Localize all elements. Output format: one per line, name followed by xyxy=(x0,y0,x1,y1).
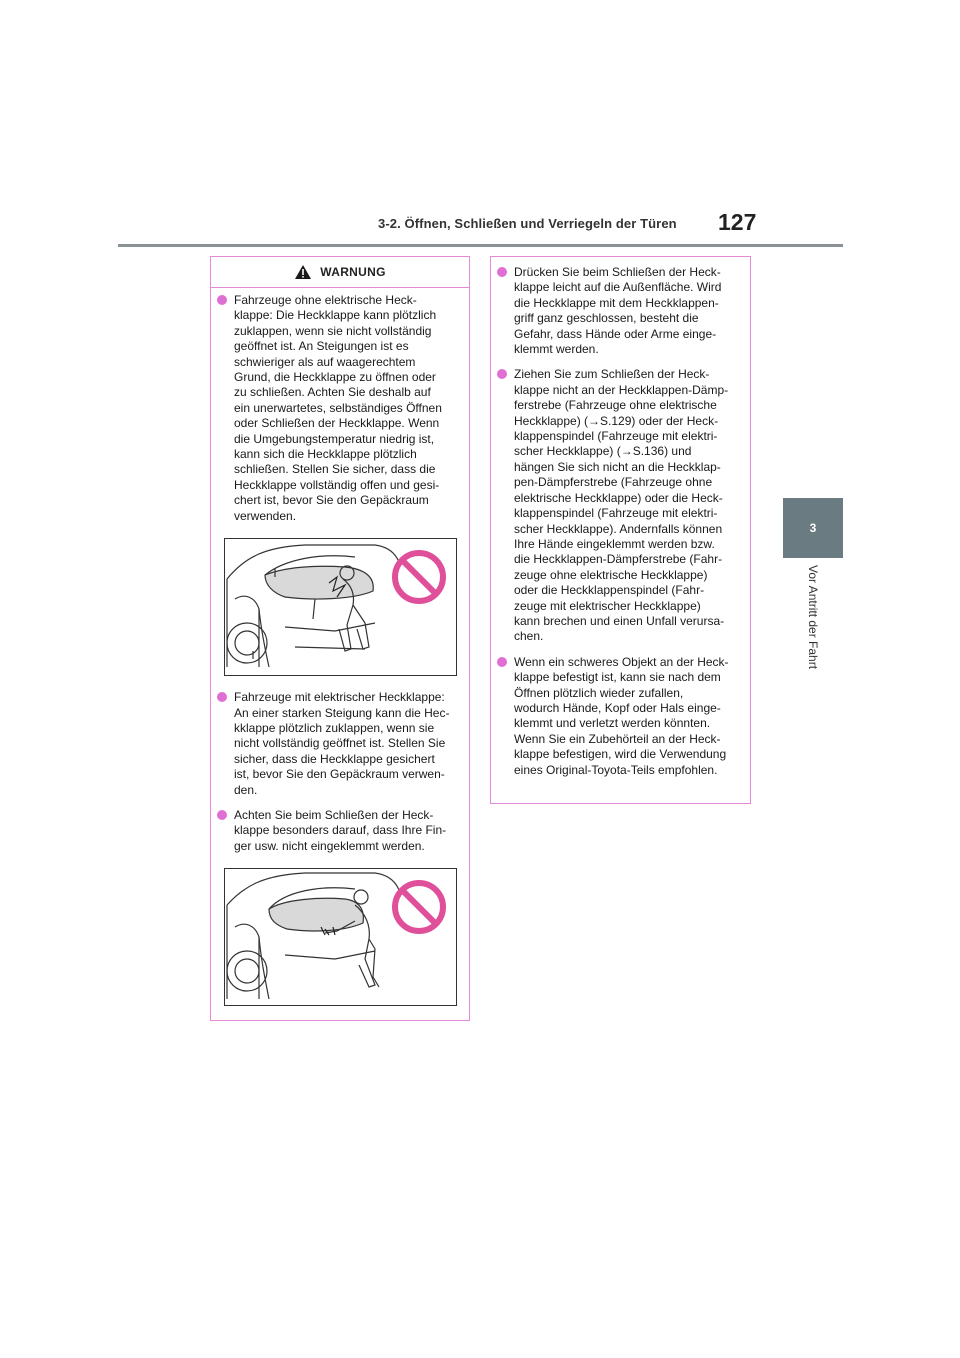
bullet-icon xyxy=(217,692,227,702)
bullet-icon xyxy=(217,295,227,305)
warning-text: Achten Sie beim Schließen der Heck- klappe besonders darauf, dass Ihre Fin- ger usw. nicht eingeklemmt werden. xyxy=(234,807,447,853)
warning-item xyxy=(217,808,461,854)
warning-text: Wenn ein schweres Objekt an der Heck- klappe befestigt ist, kann sie nach dem Öffnen plötzlich wieder zufallen, wodurch Hände, Kopf oder Hals einge- klemmt und verletzt werden könnten. Wenn Sie ein Zubehörteil an der Heck- klappe befestigen, wird die Verwendung eines Original-Toyota-Teils empfohlen. xyxy=(514,654,729,777)
car-tailgate-illustration xyxy=(225,539,456,675)
warning-text: Fahrzeuge mit elektrischer Heckklappe: An einer starken Steigung kann die Hec- kklappe plötzlich zuklappen, wenn sie nicht vollständig geöffnet ist. Stellen Sie sicher, dass die Heckklappe gesichert ist, bevor Sie den Gepäckraum verwen- den. xyxy=(234,690,450,797)
car-finger-pinch-illustration xyxy=(225,869,456,1005)
warning-triangle-icon xyxy=(294,264,312,280)
illustration-finger-pinch xyxy=(224,868,457,1006)
warning-item xyxy=(497,655,742,778)
bullet-icon xyxy=(497,657,507,667)
section-title: 3-2. Öffnen, Schließen und Verriegeln der Türen xyxy=(378,216,677,231)
chapter-side-label xyxy=(783,565,843,705)
warning-box-right xyxy=(490,256,751,804)
page-number: 127 xyxy=(718,209,757,235)
illustration-tailgate-closing xyxy=(224,538,457,676)
bullet-icon xyxy=(217,810,227,820)
warning-text: Ziehen Sie zum Schließen der Heck- klappe nicht an der Heckklappen-Dämp- ferstrebe (Fahrzeuge ohne elektrische Heckklappe) (→S.129) oder der Heck- klappenspindel (Fahrzeuge mit elektri- scher Heckklappe) (→S.136) und hängen Sie sich nicht an die Heckklap- pen-Dämpferstrebe (Fahrzeuge ohne elektrische Heckklappe) oder die Heck- klappenspindel (Fahrzeuge mit elektri- scher Heckklappe). Andernfalls können Ihre Hände eingeklemmt werden bzw. die Heckklappen-Dämpferstrebe (Fahr- zeuge ohne elektrische Heckklappe) oder die Heckklappenspindel (Fahr- zeuge mit elektrischer Heckklappe) kann brechen und einen Unfall verursa- chen. xyxy=(514,367,729,644)
warning-item xyxy=(217,293,461,524)
warning-item xyxy=(217,690,461,798)
chapter-title: Vor Antritt der Fahrt xyxy=(806,565,820,670)
warning-label: WARNUNG xyxy=(320,265,386,279)
warning-item xyxy=(497,367,742,644)
warning-header xyxy=(211,257,469,288)
chapter-tab: 3 xyxy=(783,498,843,558)
warning-text: Drücken Sie beim Schließen der Heck- klappe leicht auf die Außenfläche. Wird die Heckklappe mit dem Heckklappen- griff ganz geschlossen, besteht die Gefahr, dass Hände oder Arme einge- klemmt werden. xyxy=(514,265,722,357)
warning-box-left xyxy=(210,256,470,1021)
bullet-icon xyxy=(497,267,507,277)
header-rule xyxy=(118,244,843,247)
bullet-icon xyxy=(497,369,507,379)
warning-item xyxy=(497,265,742,357)
warning-text: Fahrzeuge ohne elektrische Heck- klappe: Die Heckklappe kann plötzlich zuklappen, wenn sie nicht vollständig geöffnet ist. An Steigungen ist es schwieriger als auf waagerechtem Grund, die Heckklappe zu öffnen oder zu schließen. Achten Sie deshalb auf ein unerwartetes, selbständiges Öffnen oder Schließen der Heckklappe. Wenn die Umgebungstemperatur niedrig ist, kann sich die Heckklappe plötzlich schließen. Stellen Sie sicher, dass die Heckklappe vollständig offen und gesi- chert ist, bevor Sie den Gepäckraum verwenden. xyxy=(234,293,442,523)
